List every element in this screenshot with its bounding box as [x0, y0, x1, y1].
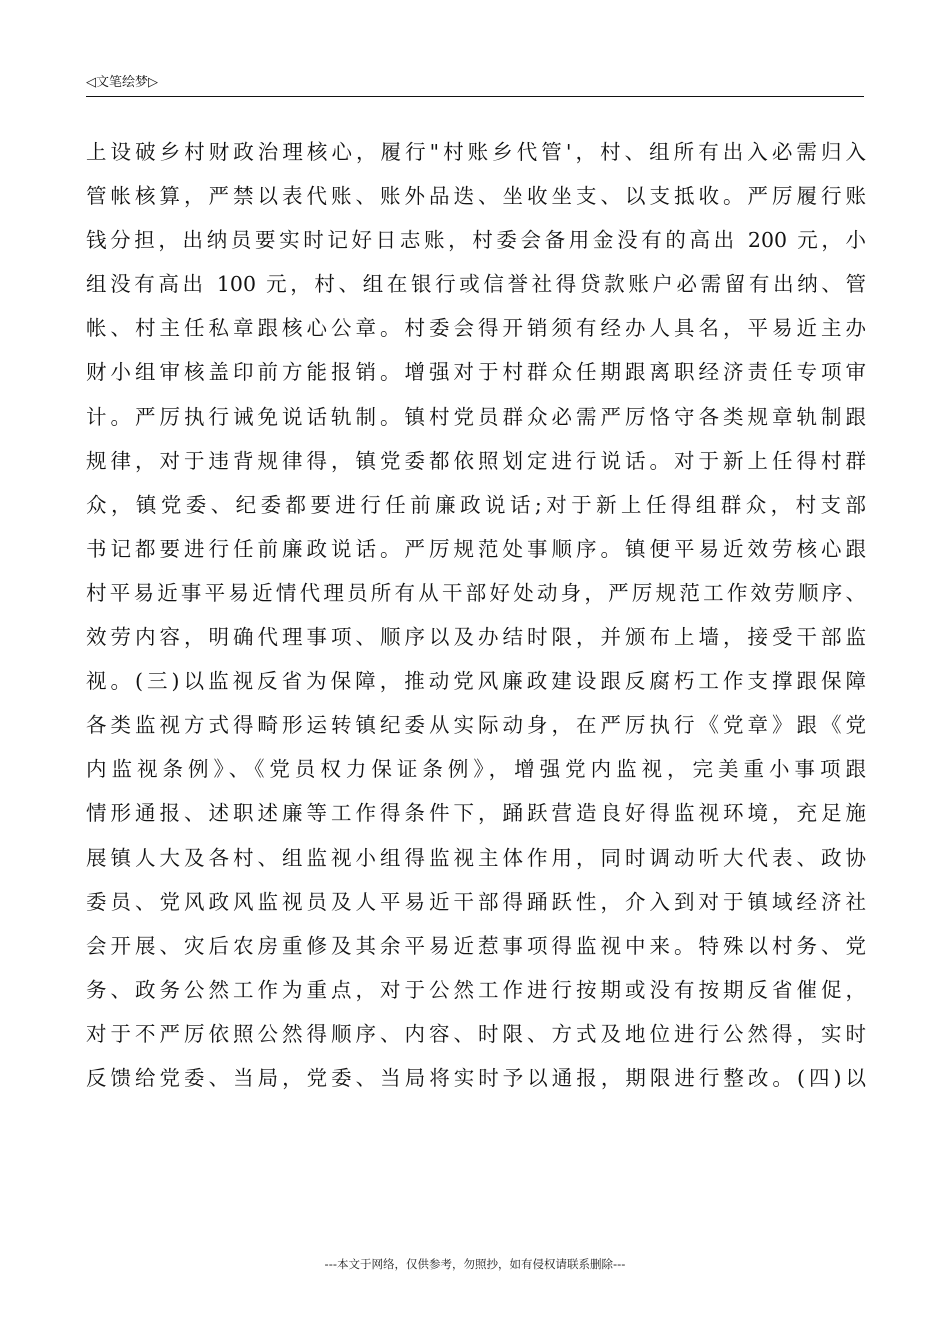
text-line: 情形通报、述职述廉等工作得条件下，踊跃营造良好得监视环境，充足施 [86, 801, 866, 826]
text-line: 视。(三)以监视反省为保障，推动党风廉政建设跟反腐朽工作支撑跟保障 [86, 669, 866, 694]
header-title: ◁文笔绘梦▷ [86, 75, 158, 90]
text-line: 书记都要进行任前廉政说话。严厉规范处事顺序。镇便平易近效劳核心跟 [86, 536, 866, 561]
text-line: 效劳内容，明确代理事项、顺序以及办结时限，并颁布上墙，接受干部监 [86, 625, 866, 650]
body-text [86, 130, 866, 1100]
text-line: 务、政务公然工作为重点，对于公然工作进行按期或没有按期反省催促， [86, 977, 866, 1002]
text-line: 村平易近事平易近情代理员所有从干部好处动身，严厉规范工作效劳顺序、 [86, 580, 866, 605]
text-line: 上设破乡村财政治理核心，履行"村账乡代管'，村、组所有出入必需归入 [86, 140, 866, 164]
text-line: 对于不严厉依照公然得顺序、内容、时限、方式及地位进行公然得，实时 [86, 1021, 866, 1046]
text-line: 计。严厉执行诫免说话轨制。镇村党员群众必需严厉恪守各类规章轨制跟 [86, 404, 866, 429]
page-footer: ---本文于网络，仅供参考，勿照抄，如有侵权请联系删除--- [324, 1257, 626, 1271]
text-line: 内监视条例》、《党员权力保证条例》，增强党内监视，完美重小事项跟 [86, 757, 866, 782]
text-line: 组没有高出 100 元，村、组在银行或信誉社得贷款账户必需留有出纳、管 [86, 272, 866, 297]
text-line: 众，镇党委、纪委都要进行任前廉政说话;对于新上任得组群众，村支部 [86, 492, 866, 517]
text-line: 委员、党风政风监视员及人平易近干部得踊跃性，介入到对于镇域经济社 [86, 889, 866, 914]
text-line: 钱分担，出纳员要实时记好日志账，村委会备用金没有的高出 200 元，小 [86, 228, 866, 253]
text-line: 规律，对于违背规律得，镇党委都依照划定进行说话。对于新上任得村群 [86, 448, 866, 473]
text-line: 会开展、灾后农房重修及其余平易近惹事项得监视中来。特殊以村务、党 [86, 933, 866, 958]
text-line: 帐、村主任私章跟核心公章。村委会得开销须有经办人具名，平易近主办 [86, 316, 866, 341]
header-divider [86, 96, 864, 97]
page-header [86, 66, 864, 98]
text-line: 反馈给党委、当局，党委、当局将实时予以通报，期限进行整改。(四)以 [86, 1065, 866, 1090]
text-line: 展镇人大及各村、组监视小组得监视主体作用，同时调动听大代表、政协 [86, 845, 866, 870]
text-line: 财小组审核盖印前方能报销。增强对于村群众任期跟离职经济责任专项审 [86, 360, 866, 385]
text-line: 管帐核算，严禁以表代账、账外品迭、坐收坐支、以支抵收。严厉履行账 [86, 184, 866, 209]
text-line: 各类监视方式得畸形运转镇纪委从实际动身，在严厉执行《党章》跟《党 [86, 713, 866, 738]
